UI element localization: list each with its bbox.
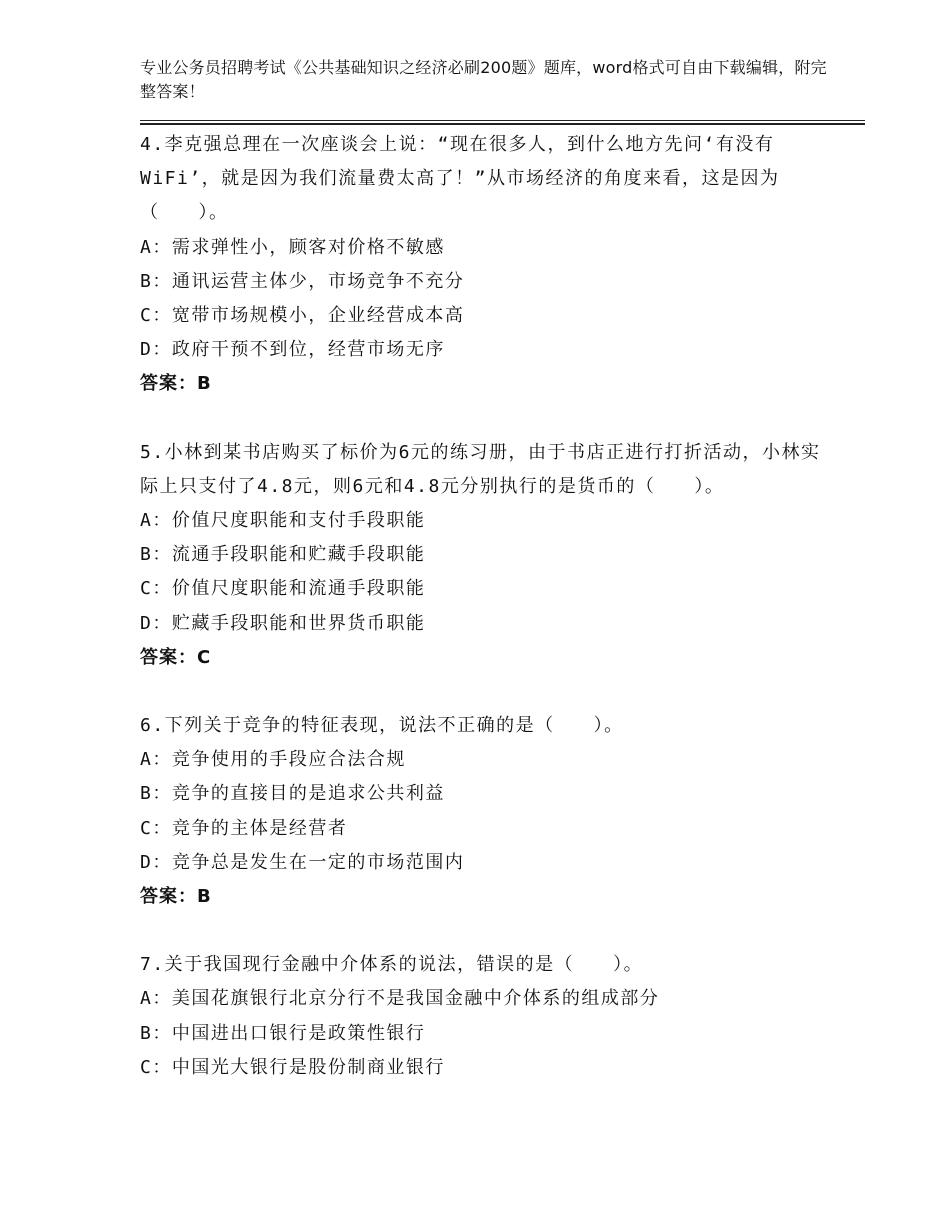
answer-label: 答案：C <box>140 646 212 668</box>
answer-label: 答案：B <box>140 373 212 395</box>
option-b: B：流通手段职能和贮藏手段职能 <box>140 544 426 566</box>
document-header: 专业公务员招聘考试《公共基础知识之经济必刷200题》题库，word格式可自由下载编辑，附完整答案！ <box>140 58 827 101</box>
option-c: C：竞争的主体是经营者 <box>140 817 348 839</box>
option-d: D：政府干预不到位，经营市场无序 <box>140 339 445 361</box>
question-5 <box>140 436 830 675</box>
option-a: A：美国花旗银行北京分行不是我国金融中介体系的组成部分 <box>140 988 660 1010</box>
option-a: A：价值尺度职能和支付手段职能 <box>140 510 426 532</box>
option-c: C：价值尺度职能和流通手段职能 <box>140 578 426 600</box>
option-c: C：中国光大银行是股份制商业银行 <box>140 1056 445 1078</box>
question-7 <box>140 948 830 1085</box>
question-stem: 4.李克强总理在一次座谈会上说：“现在很多人，到什么地方先问‘有没有WiFi’，就是因为我们流量费太高了！”从市场经济的角度来看，这是因为（ ）。 <box>140 134 780 224</box>
option-c: C：宽带市场规模小，企业经营成本高 <box>140 305 465 327</box>
option-b: B：竞争的直接目的是追求公共利益 <box>140 783 445 805</box>
question-stem: 6.下列关于竞争的特征表现，说法不正确的是（ ）。 <box>140 715 624 737</box>
answer-label: 答案：B <box>140 886 212 908</box>
option-a: A：竞争使用的手段应合法合规 <box>140 749 406 771</box>
question-4 <box>140 128 830 402</box>
header-divider-thick <box>140 123 865 125</box>
option-a: A：需求弹性小，顾客对价格不敏感 <box>140 236 445 258</box>
option-d: D：贮藏手段职能和世界货币职能 <box>140 612 426 634</box>
option-b: B：通讯运营主体少，市场竞争不充分 <box>140 270 465 292</box>
header-divider-thin <box>140 120 865 121</box>
question-stem: 5.小林到某书店购买了标价为6元的练习册，由于书店正进行打折活动，小林实际上只支付了4.8元，则6元和4.8元分别执行的是货币的（ ）。 <box>140 441 821 497</box>
question-stem: 7.关于我国现行金融中介体系的说法，错误的是（ ）。 <box>140 954 644 976</box>
option-d: D：竞争总是发生在一定的市场范围内 <box>140 851 465 873</box>
option-b: B：中国进出口银行是政策性银行 <box>140 1022 426 1044</box>
question-6 <box>140 709 830 914</box>
question-list <box>140 128 830 1085</box>
